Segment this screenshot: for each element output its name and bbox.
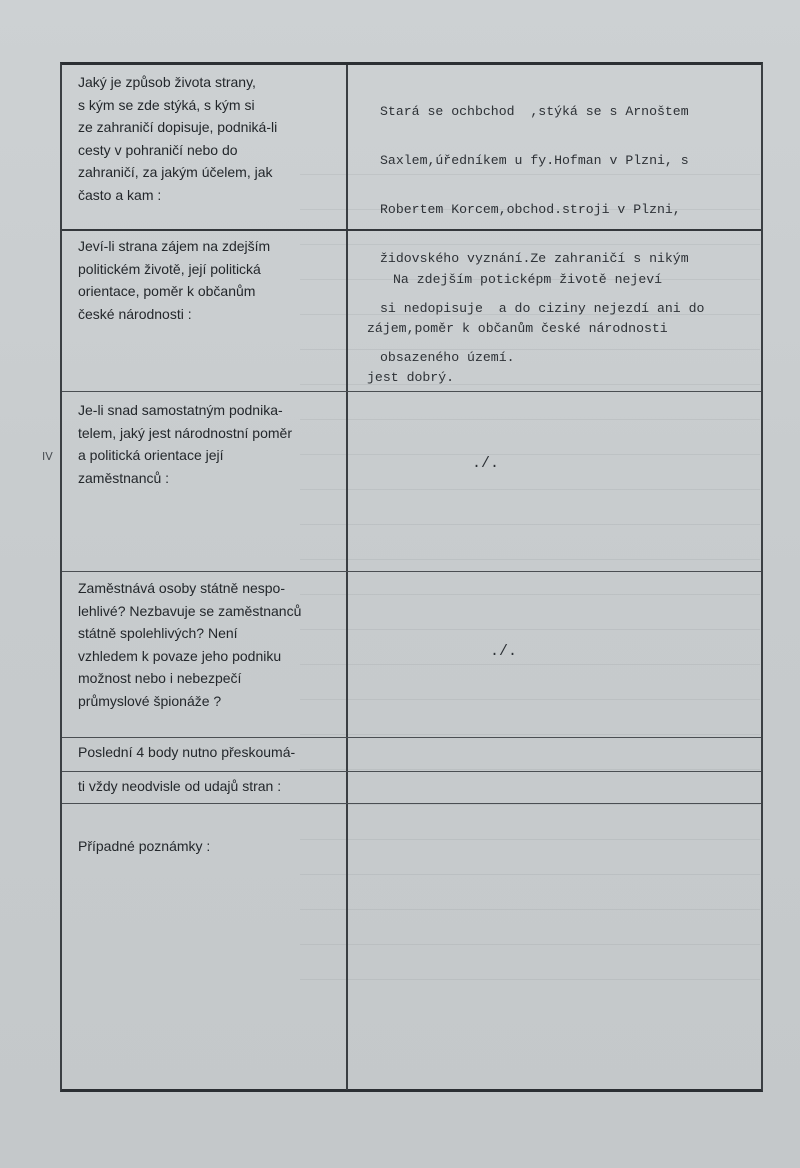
answer-2-line: zájem,poměr k občanům české národnosti <box>367 321 668 337</box>
row-divider <box>62 229 761 231</box>
question-1-line: ze zahraničí dopisuje, podniká-li <box>78 119 278 135</box>
question-4-line: státně spolehlivých? Není <box>78 625 238 641</box>
question-4 <box>78 577 340 712</box>
question-4-line: možnost nebo i nebezpečí <box>78 670 242 686</box>
question-1-line: cesty v pohraničí nebo do <box>78 141 238 158</box>
answer-1-line: Robertem Korcem,obchod.stroji v Plzni, <box>380 202 681 218</box>
question-2-line: orientace, poměr k občanům <box>78 283 256 299</box>
row-divider <box>62 803 761 804</box>
row-divider <box>62 771 761 772</box>
answer-4-dash: ./. <box>490 643 518 660</box>
question-2-line: politickém životě, její politická <box>78 260 261 277</box>
question-4-line: Zaměstnává osoby státně nespo- <box>78 580 286 596</box>
question-4-line: vzhledem k povaze jeho podniku <box>78 647 282 664</box>
remarks-label: Případné poznámky : <box>78 838 211 854</box>
question-3-line: zaměstnanců : <box>78 469 170 486</box>
question-3-line: Je-li snad samostatným podnika- <box>78 402 283 418</box>
answer-2-line: Na zdejším poticképm životě nejeví <box>393 271 663 287</box>
row-divider <box>62 391 761 392</box>
answer-1-line: Saxlem,úředníkem u fy.Hofman v Plzni, s <box>380 153 689 169</box>
column-divider <box>346 65 348 1090</box>
question-1-line: s kým se zde stýká, s kým si <box>78 96 255 113</box>
answer-1-line: obsazeného území. <box>380 349 515 365</box>
question-2 <box>78 235 340 325</box>
row-divider <box>62 737 761 738</box>
question-1-line: Jaký je způsob života strany, <box>78 74 256 90</box>
row-divider <box>62 571 761 572</box>
margin-roman-numeral: IV <box>42 450 53 463</box>
question-2-line: české národnosti : <box>78 305 192 322</box>
question-3-line: telem, jaký jest národnostní poměr <box>78 424 292 441</box>
question-4-line: průmyslové špionáže ? <box>78 692 222 709</box>
note-line-2: ti vždy neodvisle od udajů stran : <box>78 778 282 794</box>
question-3 <box>78 399 340 489</box>
answer-2-line: jest dobrý. <box>367 370 455 386</box>
answer-1-line: židovského vyznání.Ze zahraničí s nikým <box>380 251 689 267</box>
answer-1-line: Stará se ochbchod ,stýká se s Arnoštem <box>380 103 689 119</box>
answer-1-line: si nedopisuje a do ciziny nejezdí ani do <box>380 300 705 316</box>
question-4-line: lehlivé? Nezbavuje se zaměstnanců <box>78 602 302 619</box>
question-3-line: a politická orientace její <box>78 447 224 463</box>
note-line-1: Poslední 4 body nutno přeskoumá- <box>78 744 296 760</box>
question-1-line: často a kam : <box>78 186 162 203</box>
question-2-line: Jeví-li strana zájem na zdejším <box>78 238 271 254</box>
question-1 <box>78 71 340 206</box>
question-1-line: zahraničí, za jakým účelem, jak <box>78 164 273 180</box>
answer-3-dash: ./. <box>472 455 500 472</box>
answer-2 <box>367 239 668 419</box>
questionnaire-form <box>60 62 763 1092</box>
